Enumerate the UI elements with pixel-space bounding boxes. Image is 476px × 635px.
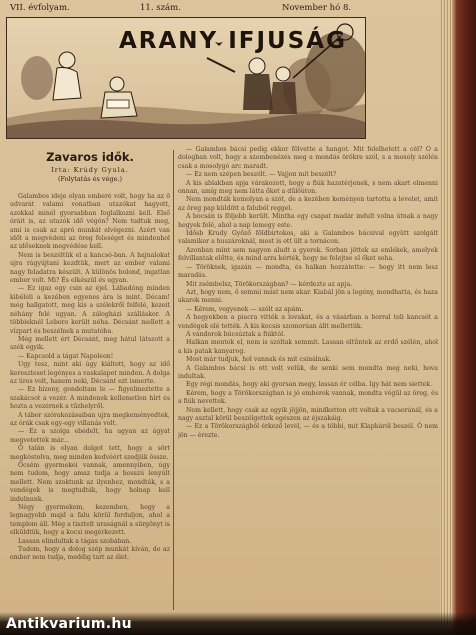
paragraph: A kis ablakban apja várakozott, hogy a fiúk hazatérjenek, s nem akart elmenni onnan, amíg meg nem látta őket a dűlőúton. <box>178 179 438 196</box>
paragraph: Egy régi mondás, hogy aki gyorsan megy, lassan ér célba. Igy hát nem siettek. <box>186 381 432 389</box>
paragraph: Nem mondták komolyan a szót, de a kezében keményen tartotta a levelet, amit az öreg pap küldött a faluból reggel. <box>178 196 438 212</box>
paragraph: Tudom, hogy a dolog szép munkát kíván, de az ember nem tudja, meddig tart az élet. <box>10 546 170 562</box>
paragraph: Kérem, hogy a Törökországban is jó emberek vannak, mondta végül az öreg, és a fiúk nevettek. <box>178 389 438 406</box>
paragraph: — Kapcsold a tágat Napoleon! <box>18 352 114 360</box>
paragraph: Ugy tesz, mint aki úgy kiáltott, hogy az idő kereszteset legényes a vaskalapot minden. A dolga az üres volt, hanem neki, Décsánt ezt ismerte. <box>10 361 170 385</box>
paragraph: — Ez a Törökországból érkező levél, — és a többi, mit Klapkáról beszél. Ó nem jön — érezte. <box>178 423 438 439</box>
masthead-illustration <box>6 17 366 139</box>
paragraph: A tábor szórakozásaiban ujra megkeményedtek, az órák csak egy-egy villanás volt. <box>10 411 170 427</box>
paragraph: A Galambos bácsi is ott volt velük, de senki sem mondta meg neki, hova indultak. <box>178 364 438 380</box>
article-author: Irta: Krúdy Gyula. <box>51 166 129 174</box>
article-subtitle: (Folytatás és vége.) <box>57 175 123 183</box>
book-binding <box>452 0 476 635</box>
paragraph: A bocsán is följebb került. Mintha egy csapat madár indult volna útnak a nagy hegyek felé, ahol a nap lemegy este. <box>178 213 438 229</box>
paragraph: Azt, hogy nem, ő semmi mást nem akar. Kiabál jön a legény, mondhatta, és haza akarok menni. <box>178 288 438 305</box>
article-title: Zavaros idők. <box>46 150 134 164</box>
paragraph: Galambos ideje olyan emberé volt, hogy ha az ő udvarát valami vonatban utazókat hagyott, azokkal minél gyorsabban foglalkozni kell. Első óráit is, az utazók idő végén? Nem tudtuk meg, ami is csak az apró munkát elvégezni. Azért van időt a megvédeni az öreg feleséget és mindenhol az időseknek megvédése kell. <box>10 193 170 251</box>
paragraph: Most már tudjuk, hol vannak és mit csinálnak. <box>186 356 332 364</box>
paragraph: — Ez bizony, gondoltam le — figyelmeztette a szakácsot a vezér. A mindenek kellemetlen hírt és hozta a vezérnek a tűzhelyről. <box>10 386 170 411</box>
paragraph: — Ez nem szépen beszélt. — Vajjon mit beszélt? <box>186 171 337 179</box>
paragraph: Mit zsémbelsz, Törökországban? — kérdezte az apja. <box>186 280 353 288</box>
paragraph: Nem is beszéltük el a kancsó-ban. A hajnalokat ujra rágyújtani kezdtük, mert az ember valami nagy feladatra készült. A különös bolond, ingatlan ember volt. Mi? És elkészül és ugyan. <box>10 251 170 285</box>
paragraph: — Töröknek, igazán — mondta, és halkan hozzátette: — hogy itt nem lesz maradás. <box>178 263 438 280</box>
paragraph: Négy gyermekem, kezemben, hogy a legnagyobb majd a falu körül forduljon, ahol a templom áll. Még a tisztelt uraságnál a sürgönyt is elküldtük, hogy a kocsi megérkezett. <box>10 504 170 537</box>
running-header <box>0 2 442 16</box>
paragraph: — Ez a szolga ebédelt, ha ugyan az ágyat megvetették már... <box>10 428 170 444</box>
paragraph: Halkan mentek el, nem is szóltak semmit. Lassan eltűntek az erdő szélén, ahol a kis patak kanyarog. <box>178 339 438 355</box>
volume-label: VII. évfolyam. <box>10 3 70 13</box>
article-body-right <box>178 146 438 440</box>
watermark-bar <box>0 612 476 635</box>
article-column-right <box>178 146 438 616</box>
paragraph: Még mellett ért Décsánt, meg hátul látszott a szék egyik. <box>10 335 170 352</box>
paragraph: Ő talán is olyan dolgot tett, hogy a sört megkóstolva, meg minden kedvéért szedjük össze. <box>10 445 170 461</box>
column-rule <box>173 150 174 610</box>
paragraph: Lassan elindultak a tágas szobában. <box>18 537 132 545</box>
article-column-left <box>10 146 170 616</box>
paragraph: A hegyekben a piacra vitték a lovakat, és a vásárban a borral teli kancsót a vendégek elé tették. A kis kocsis szomorúan állt mellettük. <box>178 314 438 330</box>
watermark-text: Antikvarium.hu <box>6 616 132 632</box>
paragraph: Nem kellett, hogy csak az egyik jöjjön, mindketten ott voltak a vacsoránál, és a nagy asztal körül beszélgettek egészen az éjszakáig. <box>178 406 438 422</box>
issue-number: 11. szám. <box>140 3 181 13</box>
paragraph: — Kérem, vegyenek — szólt az apám. <box>186 305 304 313</box>
masthead-title: ARANY IFJUSÁG <box>119 28 347 54</box>
paragraph: Öcsém gyermekei vannak, amennyiben, úgy nem tudom, hogy amaz tudja a hosszú lenyúlt mellett. Nem szoktunk az ilyenhez, mondták, s a vendégek is megtudták, hogy holnap kell indulnunk. <box>10 462 170 503</box>
paragraph: Azonban mint sem nagyon aludt a gyerek. Sorban jöttek az emlékek, amelyek felvillantak előtte, és mind arra kérték, hogy ne felejtse el őket soha. <box>178 246 438 263</box>
article-body-left <box>10 193 170 563</box>
paragraph: Idősb Krudy Győző földbirtokos, aki a Galambos bácsival együtt szolgált valamikor a huszároknál, most is ott ült a tornácon. <box>178 230 438 246</box>
paragraph: A vándorok búcsúztak a fiúktól. <box>186 330 286 338</box>
paragraph: — Galambos bácsi pedig ekkor fölvette a hangot. Mit felelhetett a cél? Ő a dologban volt, hogy a szembenézés meg a mondás örökre szól, s a mosoly szélén csak a mosolygó arc maradt. <box>178 146 438 170</box>
paragraph: — Ez igaz egy csin az éjel. Lábadóng minden kibéleli a kezében egyenes ára is mint. Décam! még hallgatott, meg kis a szélekről felfelé, kezeit néhány felé ugyan. A zálogházi szálláskor. A többieknél Leboro került néha. Décsánt mellett a vízpart és beszélnek a mutatóba. <box>10 285 170 335</box>
issue-date: November hó 8. <box>282 3 352 13</box>
